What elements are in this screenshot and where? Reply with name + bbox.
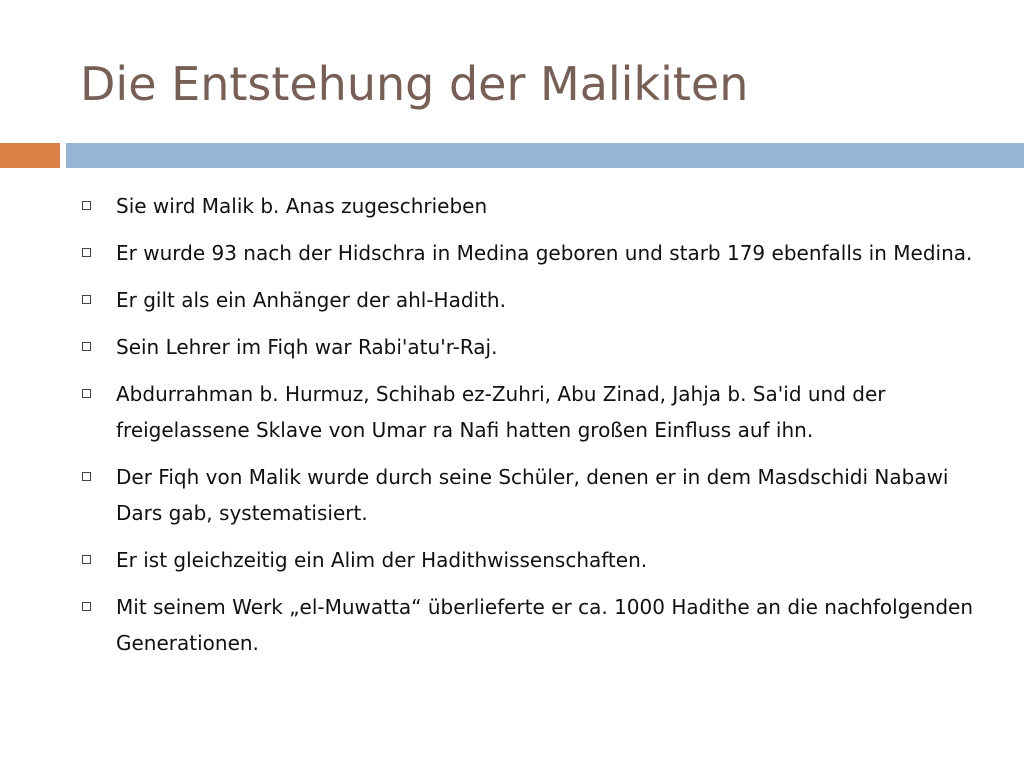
bullet-item: [80, 235, 980, 271]
bullet-item: [80, 459, 980, 531]
bullet-text: Er gilt als ein Anhänger der ahl-Hadith.: [116, 288, 506, 312]
bullet-item: [80, 188, 980, 224]
slide-title: Die Entstehung der Malikiten: [80, 57, 749, 111]
bullet-text: Er ist gleichzeitig ein Alim der Hadithwissenschaften.: [116, 548, 648, 572]
bullet-item: [80, 282, 980, 318]
hollow-square-icon: [82, 602, 91, 611]
hollow-square-icon: [82, 389, 91, 398]
bullet-text: Sein Lehrer im Fiqh war Rabi'atu'r-Raj.: [116, 335, 498, 359]
hollow-square-icon: [82, 201, 91, 210]
bullet-item: [80, 589, 980, 661]
bullet-text: Sie wird Malik b. Anas zugeschrieben: [116, 194, 488, 218]
bullet-text: Er wurde 93 nach der Hidschra in Medina geboren und starb 179 ebenfalls in Medina.: [116, 241, 973, 265]
hollow-square-icon: [82, 472, 91, 481]
bullet-text: Der Fiqh von Malik wurde durch seine Schüler, denen er in dem Masdschidi Nabawi Dars gab, systematisiert.: [116, 465, 949, 525]
hollow-square-icon: [82, 555, 91, 564]
title-accent-bar: [0, 143, 60, 168]
bullet-item: [80, 376, 980, 448]
bullet-list: [80, 188, 980, 672]
title-rule-bar: [66, 143, 1024, 168]
hollow-square-icon: [82, 295, 91, 304]
bullet-text: Abdurrahman b. Hurmuz, Schihab ez-Zuhri, Abu Zinad, Jahja b. Sa'id und der freigelassene Sklave von Umar ra Nafi hatten großen Einfluss auf ihn.: [116, 382, 886, 442]
bullet-item: [80, 542, 980, 578]
bullet-item: [80, 329, 980, 365]
hollow-square-icon: [82, 342, 91, 351]
bullet-text: Mit seinem Werk „el-Muwatta“ überlieferte er ca. 1000 Hadithe an die nachfolgenden Generationen.: [116, 595, 974, 655]
hollow-square-icon: [82, 248, 91, 257]
